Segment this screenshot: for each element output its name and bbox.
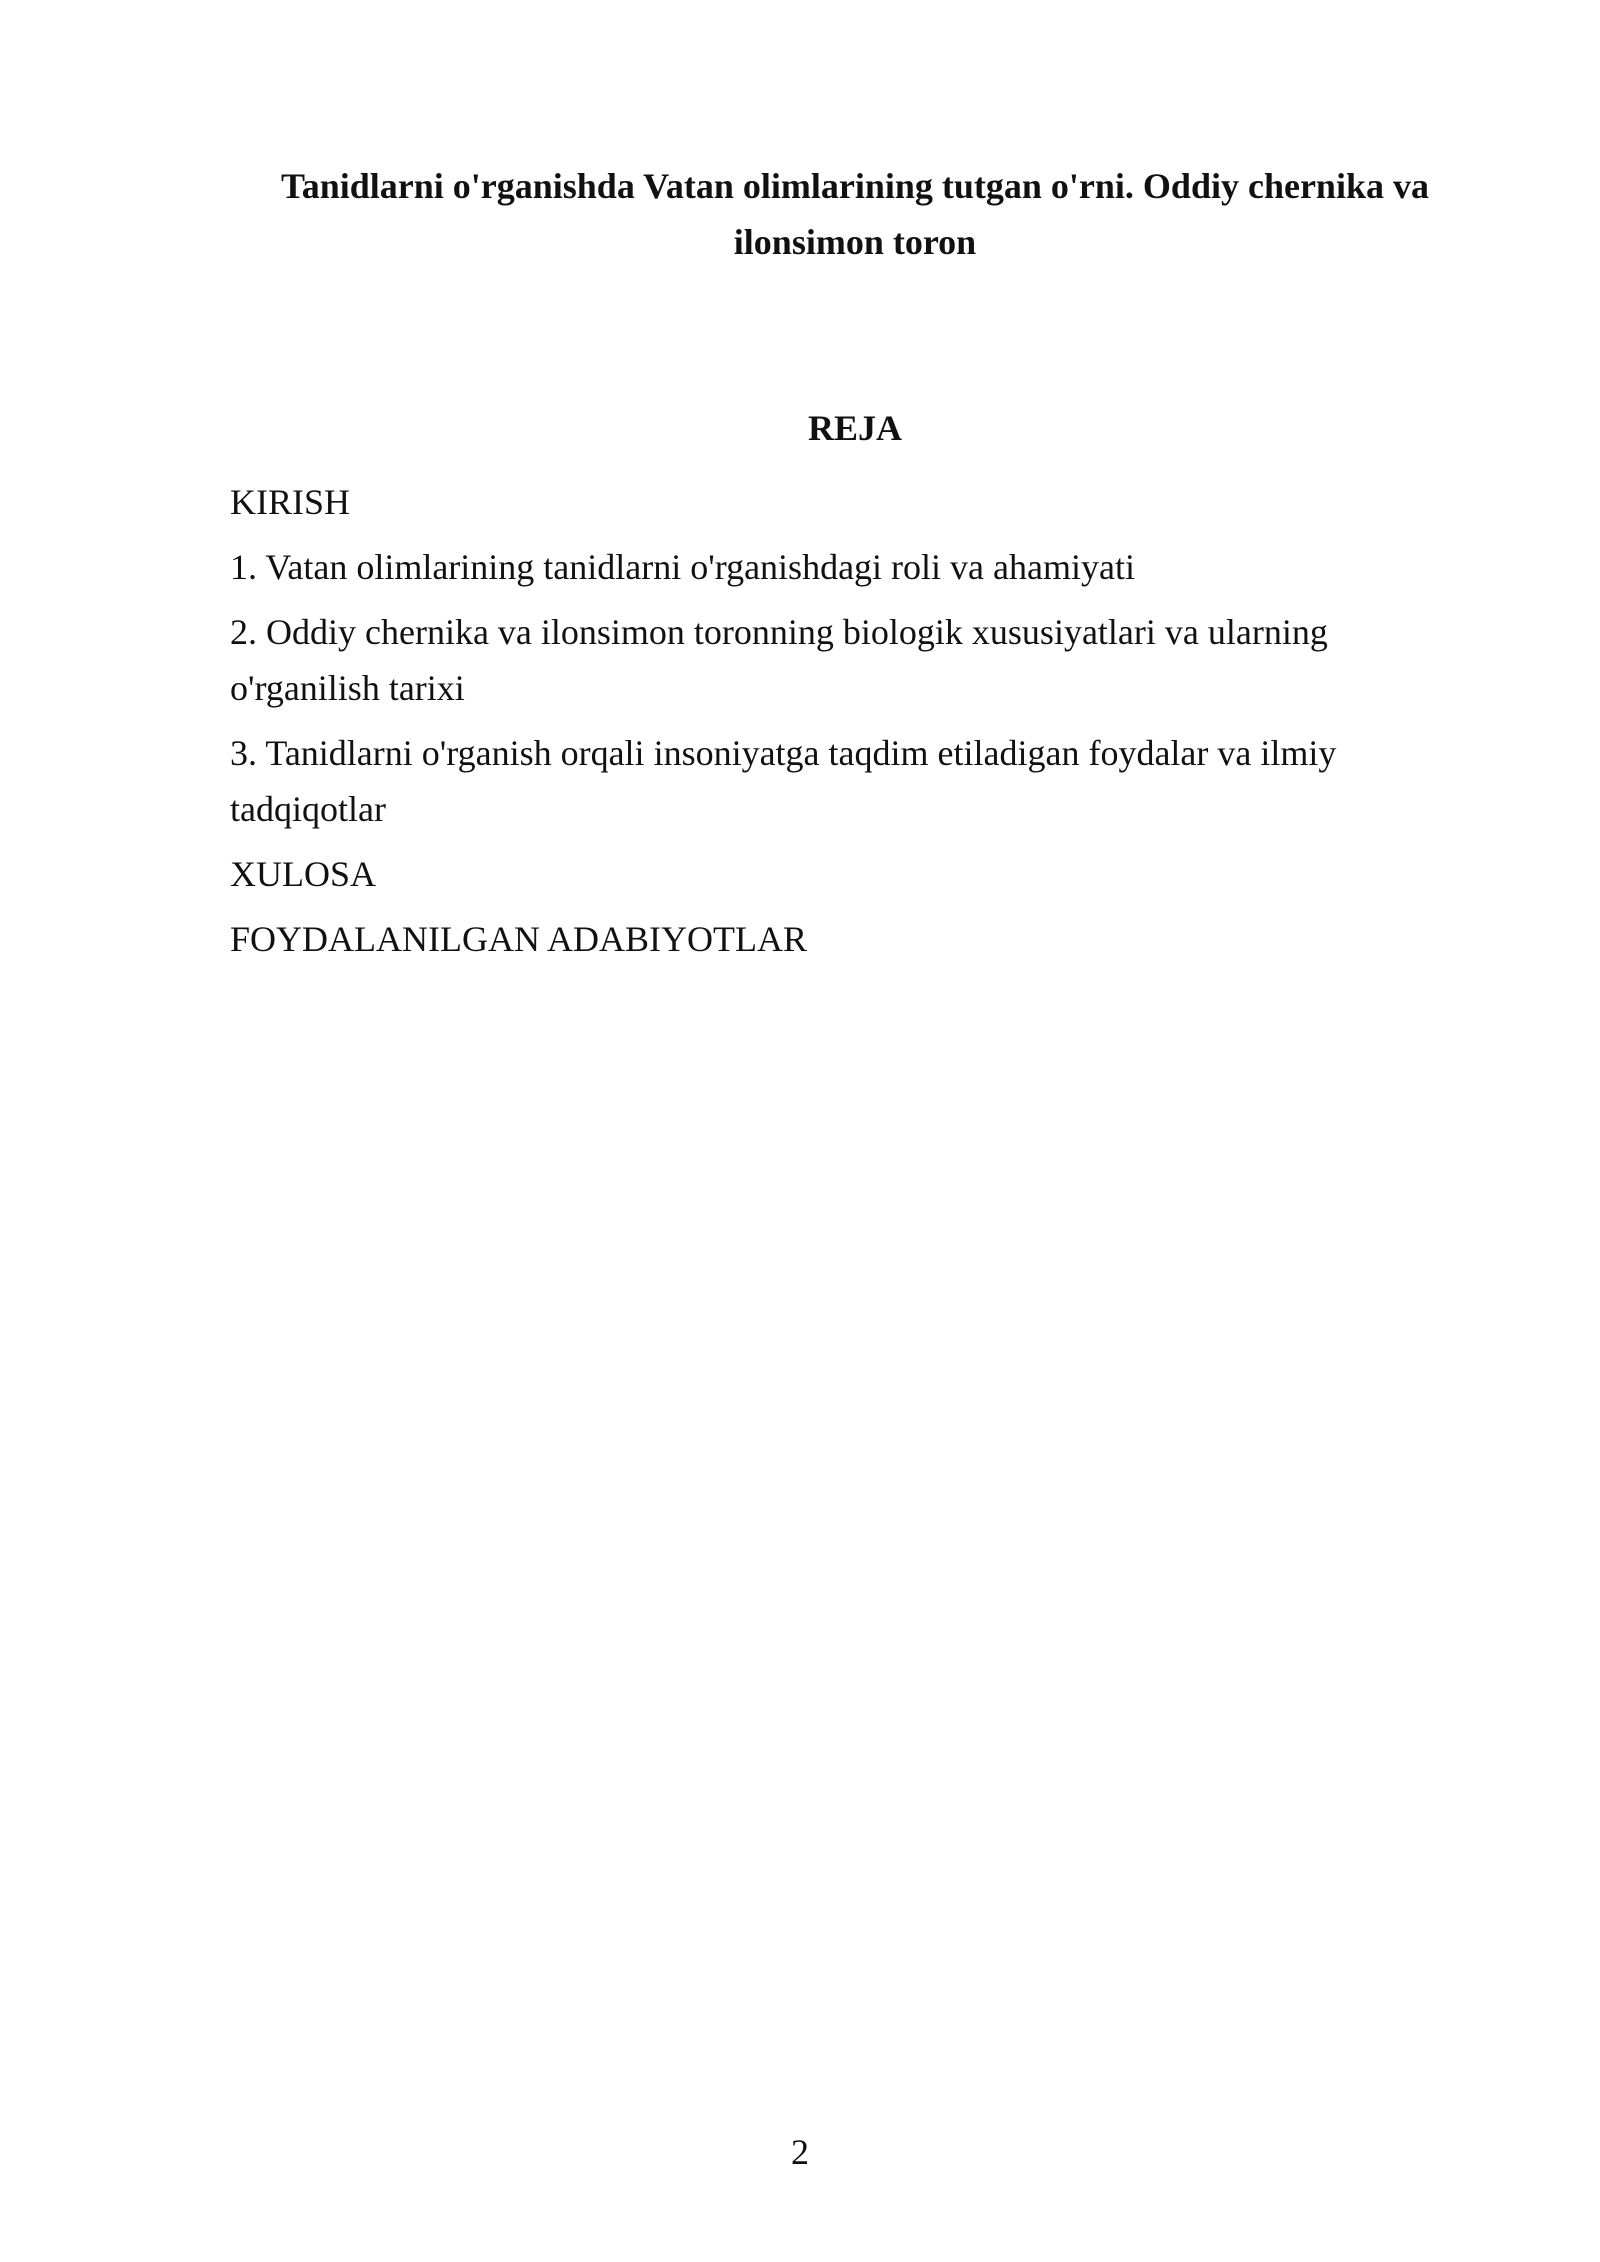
plan-item-3: 3. Tanidlarni o'rganish orqali insoniyatga taqdim etiladigan foydalar va ilmiy tadqiqotlar	[230, 733, 1337, 829]
document-title: Tanidlarni o'rganishda Vatan olimlarining tutgan o'rni. Oddiy chernika va ilonsimon toron	[281, 166, 1429, 262]
plan-heading: REJA	[807, 408, 902, 448]
plan-item-1: 1. Vatan olimlarining tanidlarni o'rganishdagi roli va ahamiyati	[230, 547, 1135, 587]
plan-item-references: FOYDALANILGAN ADABIYOTLAR	[230, 919, 807, 959]
plan-list	[230, 474, 1430, 976]
plan-item-introduction: KIRISH	[230, 482, 351, 522]
plan-item-2: 2. Oddiy chernika va ilonsimon toronning biologik xususiyatlari va ularning o'rganilish tarixi	[230, 612, 1328, 708]
page-number: 2	[791, 2132, 809, 2172]
plan-item-conclusion: XULOSA	[230, 854, 377, 894]
